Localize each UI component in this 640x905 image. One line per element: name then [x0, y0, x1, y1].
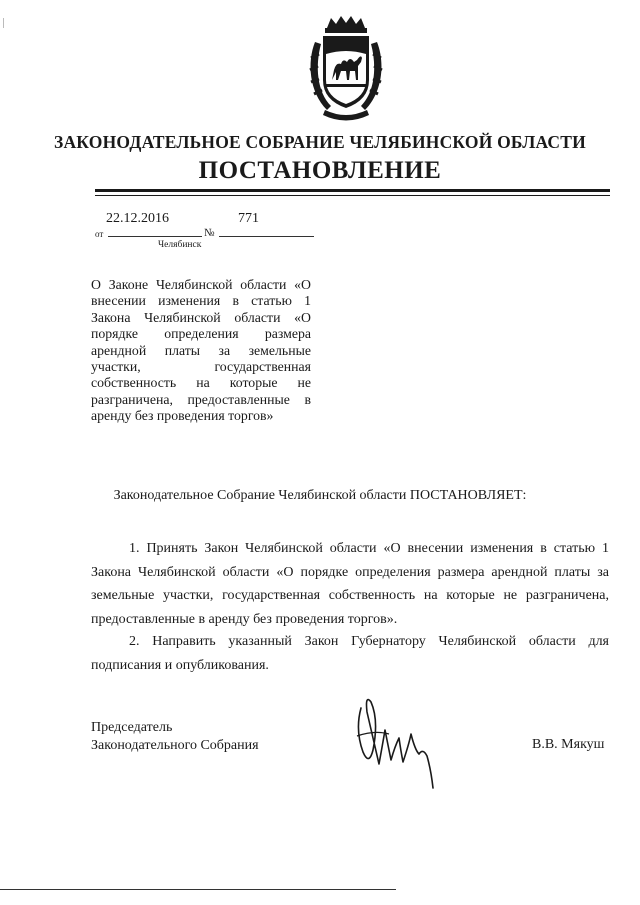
- document-date: 22.12.2016: [106, 211, 169, 226]
- number-underline: [219, 236, 314, 237]
- handwritten-signature: [345, 690, 455, 790]
- document-number: 771: [238, 211, 259, 226]
- signatory-position: [91, 719, 259, 755]
- header-rule-thin: [95, 195, 610, 196]
- resolution-paragraph-1: 1. Принять Закон Челябинской области «О внесении изменения в статью 1 Закона Челябинской области «О порядке определения размера арендной платы за земельные участки, государственная собственность на которые не разграничена, предоставленные в аренду без проведения торгов».: [91, 541, 609, 627]
- organization-title: ЗАКОНОДАТЕЛЬНОЕ СОБРАНИЕ ЧЕЛЯБИНСКОЙ ОБЛАСТИ: [54, 132, 586, 152]
- signatory-position-line-2: Законодательного Собрания: [91, 738, 259, 753]
- scan-mark: [3, 18, 4, 28]
- resolution-intro: Законодательное Собрание Челябинской области ПОСТАНОВЛЯЕТ:: [113, 488, 527, 503]
- signatory-position-line-1: Председатель: [91, 720, 173, 735]
- header-rule-thick: [95, 189, 610, 192]
- number-label: №: [204, 227, 215, 239]
- signatory-name: В.В. Мякуш: [532, 737, 605, 752]
- document-subject: О Законе Челябинской области «О внесении изменения в статью 1 Закона Челябинской области «О порядке определения размера арендной платы за земельные участки, государственная собственность на которые не разграничена, предоставленные в аренду без проведения торгов»: [91, 277, 311, 424]
- document-type-title: ПОСТАНОВЛЕНИЕ: [198, 157, 442, 184]
- footer-rule: [0, 889, 396, 890]
- resolution-paragraph-2: 2. Направить указанный Закон Губернатору Челябинской области для подписания и опубликования.: [91, 634, 609, 673]
- coat-of-arms-emblem: [305, 14, 387, 122]
- place-name: Челябинск: [158, 240, 202, 250]
- date-prefix-label: от: [95, 229, 104, 239]
- date-underline: [108, 236, 202, 237]
